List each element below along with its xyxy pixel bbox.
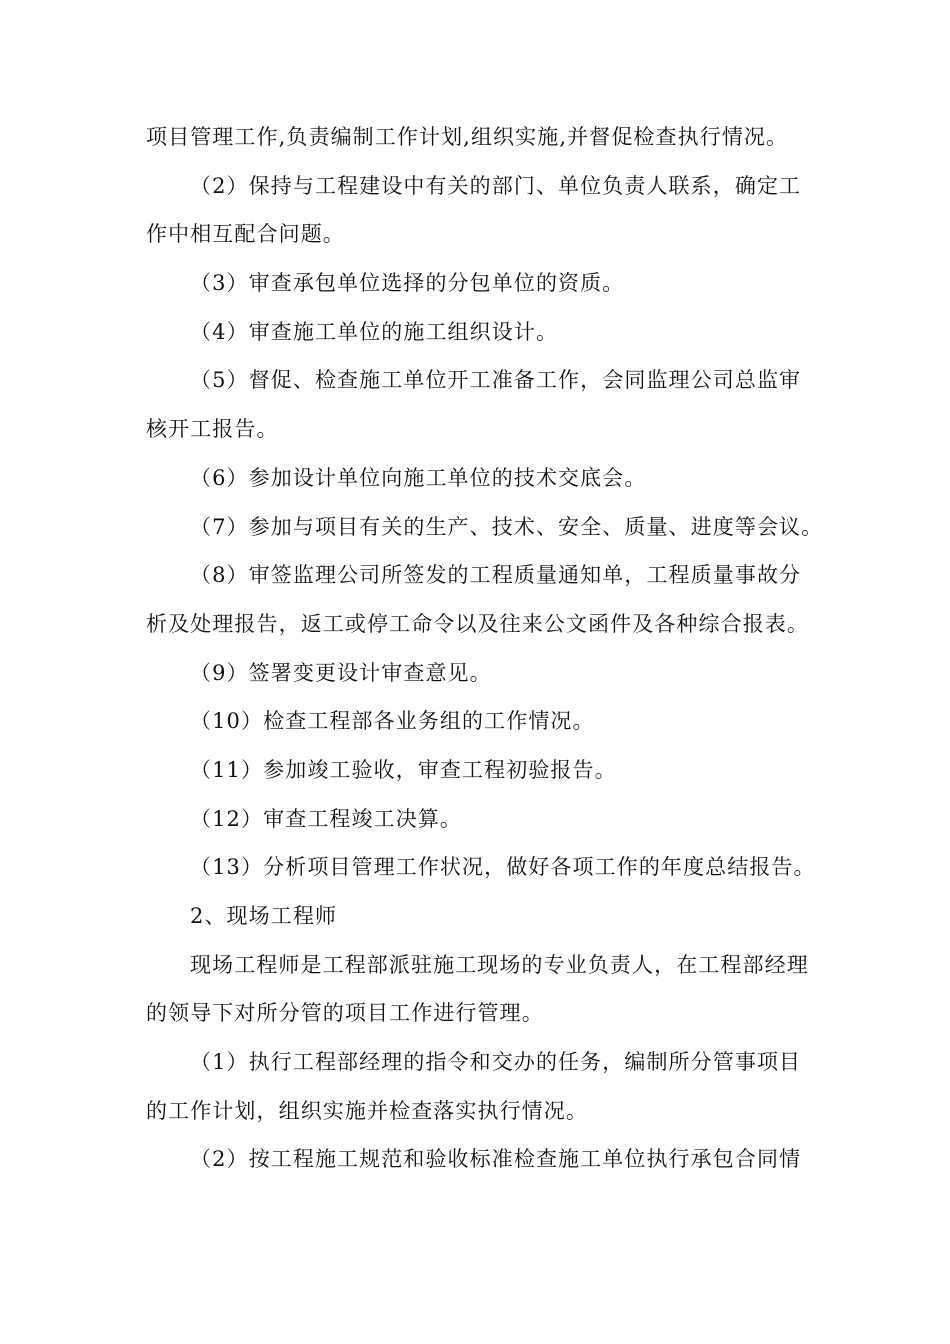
text-line: 项目管理工作,负责编制工作计划,组织实施,并督促检查执行情况。 bbox=[146, 125, 789, 149]
text-line: （2）保持与工程建设中有关的部门、单位负责人联系，确定工 bbox=[190, 173, 802, 198]
text-line: （10）检查工程部各业务组的工作情况。 bbox=[190, 709, 595, 734]
text-line: （13）分析项目管理工作状况，做好各项工作的年度总结报告。 bbox=[190, 855, 816, 880]
text-line: （1）执行工程部经理的指令和交办的任务，编制所分管事项目 bbox=[190, 1050, 802, 1075]
section-heading: 2、现场工程师 bbox=[190, 904, 338, 928]
text-line: 作中相互配合问题。 bbox=[146, 222, 345, 247]
document-body bbox=[146, 113, 824, 1184]
text-line: （11）参加竣工验收，审查工程初验报告。 bbox=[190, 757, 617, 782]
text-line: （5）督促、检查施工单位开工准备工作，会同监理公司总监审 bbox=[190, 368, 802, 393]
text-line: （4）审查施工单位的施工组织设计。 bbox=[190, 319, 559, 344]
text-line: （3）审查承包单位选择的分包单位的资质。 bbox=[190, 271, 625, 296]
text-line: （7）参加与项目有关的生产、技术、安全、质量、进度等会议。 bbox=[190, 514, 824, 539]
text-line: 的工作计划，组织实施并检查落实执行情况。 bbox=[146, 1098, 588, 1123]
text-line: 核开工报告。 bbox=[146, 417, 279, 442]
text-line: （12）审查工程竣工决算。 bbox=[190, 806, 463, 831]
text-line: （9）签署变更设计审查意见。 bbox=[190, 660, 492, 685]
text-line: （8）审签监理公司所签发的工程质量通知单，工程质量事故分 bbox=[190, 563, 802, 588]
text-line: （6）参加设计单位向施工单位的技术交底会。 bbox=[190, 465, 647, 490]
text-line: 析及处理报告，返工或停工命令以及往来公文函件及各种综合报表。 bbox=[146, 611, 809, 636]
text-line: 现场工程师是工程部派驻施工现场的专业负责人，在工程部经理 bbox=[190, 952, 809, 977]
text-line: 的领导下对所分管的项目工作进行管理。 bbox=[146, 1001, 544, 1026]
text-line: （2）按工程施工规范和验收标准检查施工单位执行承包合同情 bbox=[190, 1147, 802, 1172]
